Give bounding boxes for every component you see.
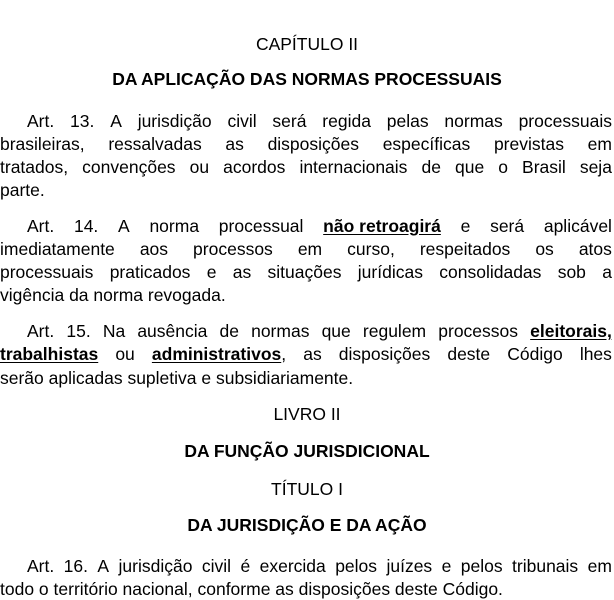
- art16-line-2: todo o território nacional, conforme as disposições deste Código.: [0, 579, 503, 599]
- art15-line-3: serão aplicadas supletiva e subsidiariamente.: [0, 368, 354, 388]
- book-label: LIVRO II: [273, 404, 341, 424]
- title-name: DA JURISDIÇÃO E DA AÇÃO: [187, 515, 427, 535]
- art14-line-3: processuais praticados e as situações jurídicas consolidadas sob a: [0, 262, 612, 282]
- art14-line-1: Art. 14. A norma processual não retroagirá e será aplicável: [27, 216, 612, 236]
- art14-line-2: imediatamente aos processos em curso, respeitados os atos: [0, 239, 612, 259]
- book-title: DA FUNÇÃO JURISDICIONAL: [184, 441, 430, 461]
- art13-line-3: tratados, convenções ou acordos internacionais de que o Brasil seja: [0, 157, 612, 177]
- art13-line-2: brasileiras, ressalvadas as disposições específicas previstas em: [0, 134, 612, 154]
- art15-line-2: trabalhistas ou administrativos, as disposições deste Código lhes: [0, 344, 612, 364]
- chapter-label: CAPÍTULO II: [255, 34, 359, 54]
- emphasis-trabalhistas: trabalhistas: [0, 344, 99, 364]
- art14-line-4: vigência da norma revogada.: [0, 285, 226, 305]
- art13-line-4: parte.: [0, 180, 45, 200]
- art16-line-1: Art. 16. A jurisdição civil é exercida pelos juízes e pelos tribunais em: [27, 556, 612, 576]
- title-label: TÍTULO I: [271, 479, 343, 499]
- chapter-title: DA APLICAÇÃO DAS NORMAS PROCESSUAIS: [112, 69, 502, 89]
- emphasis-administrativos: administrativos: [151, 344, 282, 364]
- art13-line-1: Art. 13. A jurisdição civil será regida pelas normas processuais: [27, 111, 612, 131]
- art15-line-1: Art. 15. Na ausência de normas que regulem processos eleitorais,: [27, 321, 612, 341]
- emphasis-nao-retroagira: não retroagirá: [323, 216, 441, 236]
- emphasis-eleitorais: eleitorais,: [530, 321, 612, 341]
